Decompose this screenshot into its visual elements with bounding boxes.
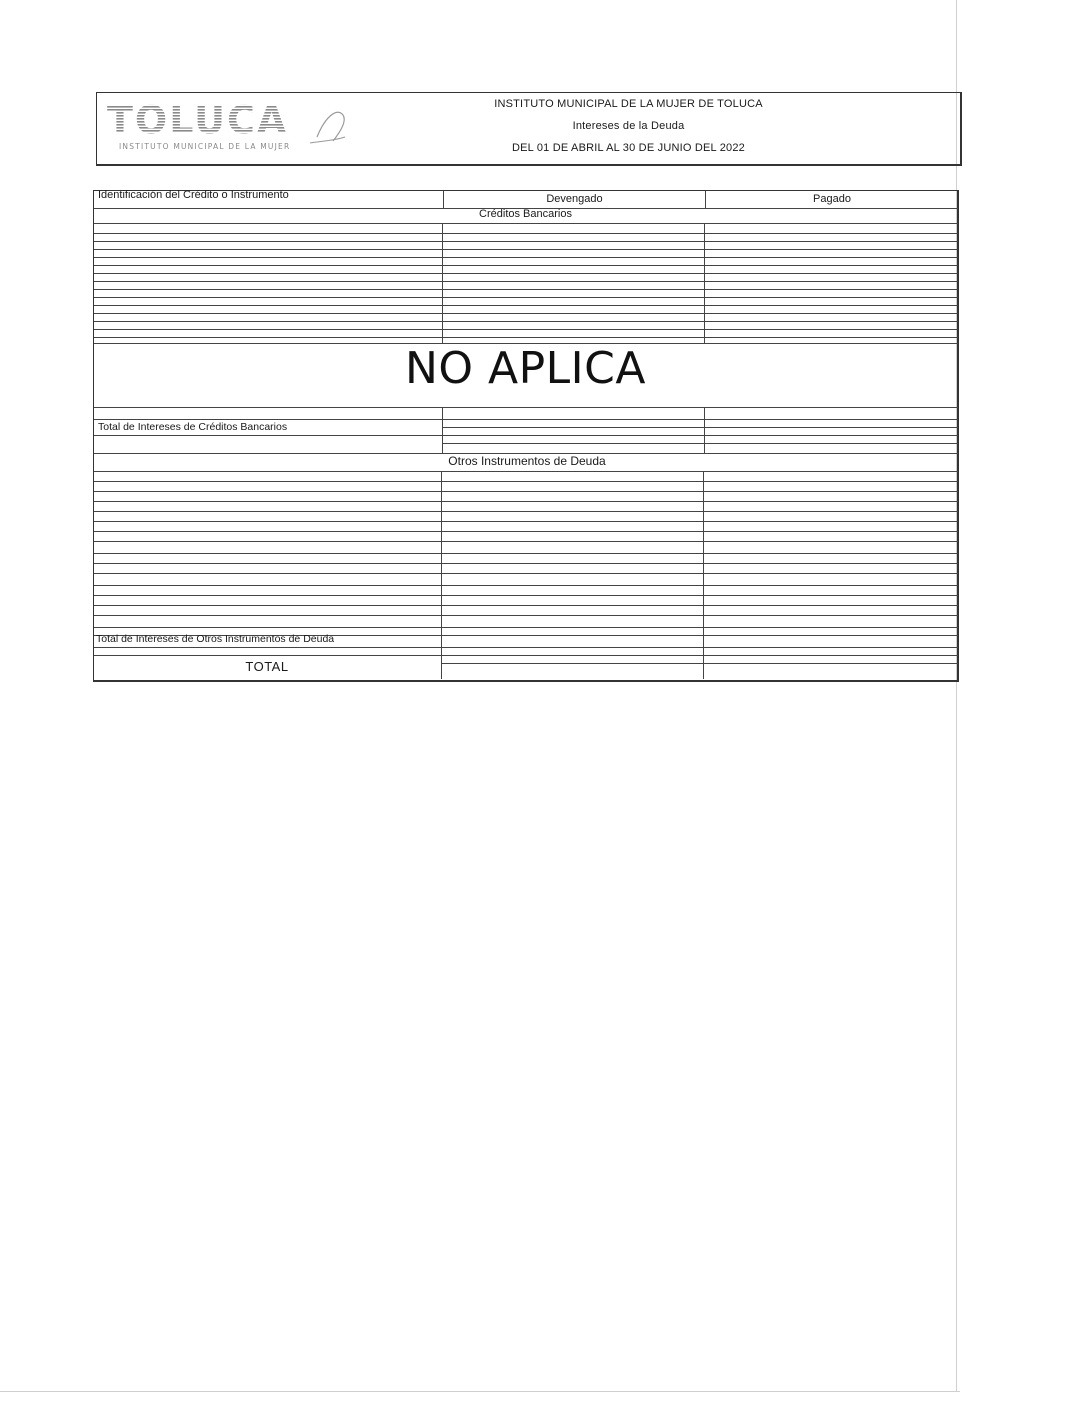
row-rule: [94, 471, 958, 472]
total-otros-label: Total de Intereses de Otros Instrumentos de Deuda: [96, 633, 335, 645]
column-divider: [442, 407, 443, 453]
row-rule: [94, 435, 958, 436]
row-rule: [94, 605, 958, 606]
report-period: DEL 01 DE ABRIL AL 30 DE JUNIO DEL 2022: [511, 142, 745, 154]
row-rule: [94, 655, 958, 656]
row-rule: [94, 313, 958, 314]
row-rule: [94, 419, 958, 420]
grand-total-label: TOTAL: [245, 659, 289, 674]
column-divider: [704, 407, 705, 453]
row-rule: [94, 273, 958, 274]
row-rule: [94, 521, 958, 522]
row-rule: [94, 249, 958, 250]
column-header-identificacion: Identificación del Crédito o Instrumento: [98, 189, 289, 201]
header-text-block: [357, 93, 900, 159]
row-rule: [94, 233, 958, 234]
row-rule: [94, 563, 958, 564]
row-rule: [94, 289, 958, 290]
row-rule: [94, 553, 958, 554]
logo-wordmark: TOLUCA: [107, 98, 289, 142]
debt-interest-table: [93, 190, 959, 682]
row-rule: [94, 481, 958, 482]
section-creditos-bancarios: Créditos Bancarios: [479, 208, 572, 220]
row-rule: [94, 501, 958, 502]
row-rule: [442, 663, 958, 664]
row-rule: [442, 427, 958, 428]
total-creditos-label: Total de Intereses de Créditos Bancarios: [98, 421, 288, 433]
institution-name: INSTITUTO MUNICIPAL DE LA MUJER DE TOLUCA: [494, 98, 763, 110]
row-rule: [94, 595, 958, 596]
row-rule: [94, 297, 958, 298]
row-rule: [94, 511, 958, 512]
report-title: Intereses de la Deuda: [572, 120, 685, 132]
row-rule: [94, 305, 958, 306]
row-rule: [94, 541, 958, 542]
row-rule: [94, 265, 958, 266]
row-rule: [94, 531, 958, 532]
row-rule: [94, 491, 958, 492]
no-aplica-stamp: NO APLICA: [405, 343, 646, 394]
logo-subtitle: INSTITUTO MUNICIPAL DE LA MUJER: [119, 142, 291, 151]
row-rule: [94, 223, 958, 224]
section-otros-instrumentos: Otros Instrumentos de Deuda: [448, 454, 606, 468]
report-header: [96, 92, 962, 166]
page-bottom-edge: [0, 1391, 960, 1392]
column-header-devengado: Devengado: [546, 193, 603, 205]
row-rule: [94, 329, 958, 330]
toluca-logo-graphic: [105, 97, 355, 153]
row-rule: [94, 647, 958, 648]
row-rule: [94, 573, 958, 574]
row-rule: [94, 585, 958, 586]
row-rule: [94, 257, 958, 258]
row-rule: [94, 407, 958, 408]
row-rule: [94, 627, 958, 628]
row-rule: [94, 615, 958, 616]
row-rule: [94, 321, 958, 322]
row-rule: [442, 443, 958, 444]
row-rule: [94, 337, 958, 338]
row-rule: [94, 281, 958, 282]
toluca-logo: [105, 97, 355, 153]
row-rule: [94, 241, 958, 242]
column-header-pagado: Pagado: [813, 193, 851, 205]
